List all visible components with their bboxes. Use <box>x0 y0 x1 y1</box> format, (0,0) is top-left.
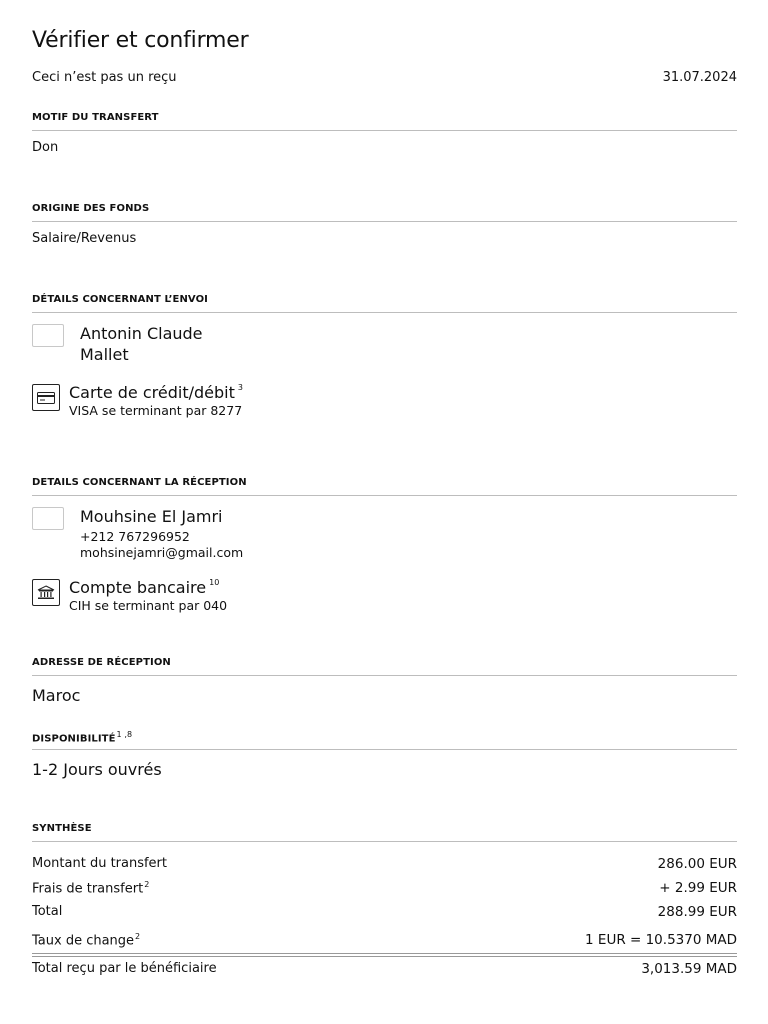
sender-card-detail: VISA se terminant par 8277 <box>69 403 243 418</box>
footnote-ref[interactable]: 3 <box>237 383 243 392</box>
summary-double-divider <box>32 953 737 957</box>
sender-name-line2: Mallet <box>80 345 129 364</box>
section-label-sender: DÉTAILS CONCERNANT L’ENVOI <box>32 294 209 305</box>
transfer-amount-label: Montant du transfert <box>32 856 168 871</box>
section-label-address: ADRESSE DE RÉCEPTION <box>32 657 171 668</box>
receiver-method-label: Compte bancaire <box>69 578 207 597</box>
divider <box>32 130 737 131</box>
summary-row-fee <box>32 880 737 900</box>
transfer-amount-value: 286.00 EUR <box>657 856 737 872</box>
rate-value: 1 EUR = 10.5370 MAD <box>585 932 737 948</box>
footnote-ref[interactable]: 10 <box>209 578 220 587</box>
footnote-ref[interactable]: 1 ,8 <box>116 730 133 739</box>
section-label-summary: SYNTHÈSE <box>32 823 92 834</box>
section-label-availability <box>32 730 132 744</box>
divider <box>32 675 737 676</box>
availability-value: 1-2 Jours ouvrés <box>32 760 162 779</box>
rate-label-wrap <box>32 932 140 948</box>
sender-name-line1: Antonin Claude <box>80 324 203 343</box>
fee-value: + 2.99 EUR <box>659 880 737 896</box>
received-value: 3,013.59 MAD <box>641 961 737 977</box>
received-label: Total reçu par le bénéficiaire <box>32 961 217 976</box>
sender-method-label: Carte de crédit/débit <box>69 383 235 402</box>
receiver-avatar <box>32 507 64 530</box>
rate-label: Taux de change <box>32 933 135 949</box>
section-label-receiver: DETAILS CONCERNANT LA RÉCEPTION <box>32 477 247 488</box>
transfer-date: 31.07.2024 <box>662 70 737 85</box>
fee-label-wrap <box>32 880 149 896</box>
bank-icon <box>32 579 60 606</box>
fee-label: Frais de transfert <box>32 881 144 897</box>
divider <box>32 841 737 842</box>
receiving-country: Maroc <box>32 686 81 705</box>
review-page <box>32 0 737 1024</box>
sender-name <box>80 323 280 365</box>
not-a-receipt-note: Ceci n’est pas un reçu <box>32 70 177 85</box>
funds-origin-value: Salaire/Revenus <box>32 231 137 246</box>
divider <box>32 312 737 313</box>
receiver-phone: +212 767296952 <box>80 529 190 544</box>
credit-card-icon <box>32 384 60 411</box>
footnote-ref[interactable]: 2 <box>144 880 150 889</box>
sender-method-title <box>69 383 243 402</box>
divider <box>32 495 737 496</box>
footnote-ref[interactable]: 2 <box>135 932 141 941</box>
receiver-email: mohsinejamri@gmail.com <box>80 545 244 560</box>
divider <box>32 221 737 222</box>
sender-avatar <box>32 324 64 347</box>
availability-label: DISPONIBILITÉ <box>32 733 116 745</box>
total-label: Total <box>32 904 63 919</box>
summary-row-exchange-rate <box>32 932 737 952</box>
total-value: 288.99 EUR <box>657 904 737 920</box>
summary-row-received <box>32 961 737 981</box>
receiver-name: Mouhsine El Jamri <box>80 507 223 526</box>
divider <box>32 749 737 750</box>
receiver-method-title <box>69 578 219 597</box>
receiver-account-detail: CIH se terminant par 040 <box>69 598 228 613</box>
purpose-value: Don <box>32 140 59 155</box>
section-label-purpose: MOTIF DU TRANSFERT <box>32 112 159 123</box>
summary-row-total <box>32 904 737 924</box>
summary-row-transfer-amount <box>32 856 737 876</box>
section-label-funds-origin: ORIGINE DES FONDS <box>32 203 150 214</box>
page-title: Vérifier et confirmer <box>32 28 249 53</box>
